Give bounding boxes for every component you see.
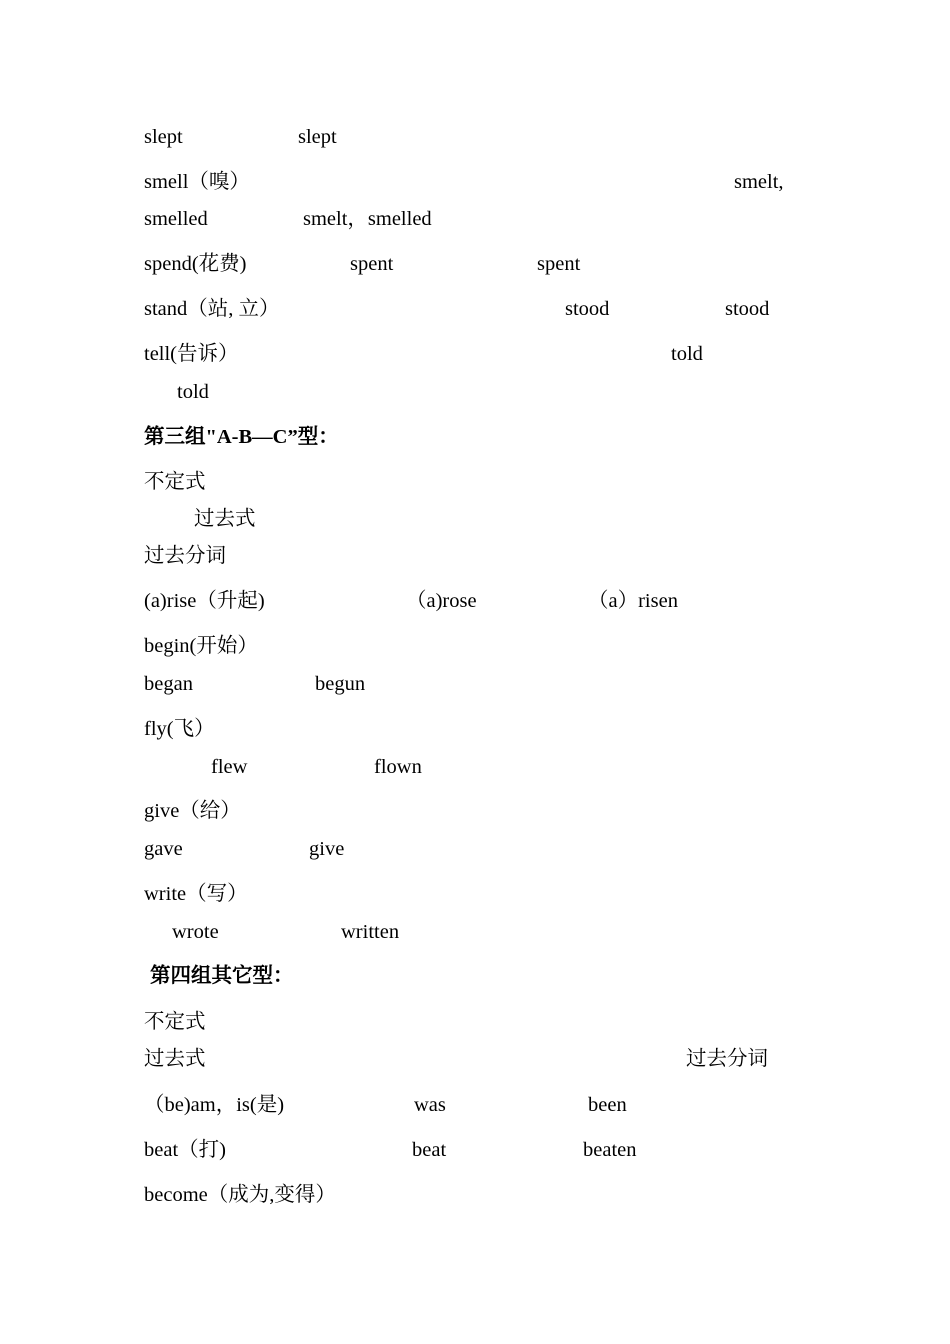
verb-entry: give（给）: [144, 800, 241, 822]
verb-entry: beaten: [583, 1139, 637, 1161]
column-header: 过去分词: [686, 1048, 768, 1070]
verb-entry: fly(飞）: [144, 718, 215, 740]
verb-entry: gave: [144, 838, 183, 860]
verb-entry: give: [309, 838, 345, 860]
verb-entry: smelled: [144, 208, 208, 230]
verb-entry: told: [671, 343, 703, 365]
verb-entry: flown: [374, 756, 422, 778]
verb-entry: become（成为,变得）: [144, 1184, 336, 1206]
section-heading-group-three: 第三组"A-B—C”型：: [144, 426, 339, 448]
verb-entry: tell(告诉）: [144, 343, 239, 365]
verb-entry: (a)rise（升起): [144, 590, 265, 612]
verb-entry: told: [177, 381, 209, 403]
verb-entry: smelt,: [734, 171, 784, 193]
verb-entry: （be)am，is(是): [144, 1094, 285, 1116]
verb-entry: smelt，smelled: [303, 208, 432, 230]
verb-entry: smell（嗅）: [144, 171, 250, 193]
column-header: 不定式: [144, 471, 206, 493]
verb-entry: slept: [298, 126, 337, 148]
column-header: 过去分词: [144, 545, 226, 567]
column-header: 过去式: [144, 1048, 206, 1070]
verb-entry: beat: [412, 1139, 447, 1161]
verb-entry: spent: [537, 253, 581, 275]
column-header: 不定式: [144, 1011, 206, 1033]
verb-entry: write（写）: [144, 883, 248, 905]
verb-entry: stood: [565, 298, 610, 320]
verb-entry: stand（站, 立）: [144, 298, 280, 320]
verb-entry: （a)rose: [406, 590, 477, 612]
verb-entry: slept: [144, 126, 183, 148]
verb-entry: beat（打): [144, 1139, 226, 1161]
verb-entry: began: [144, 673, 193, 695]
verb-entry: been: [588, 1094, 627, 1116]
column-header: 过去式: [194, 508, 256, 530]
verb-entry: spent: [350, 253, 394, 275]
verb-entry: （a）risen: [588, 590, 678, 612]
verb-entry: written: [341, 921, 400, 943]
verb-entry: begin(开始）: [144, 635, 258, 657]
verb-entry: spend(花费): [144, 253, 247, 275]
verb-entry: begun: [315, 673, 366, 695]
verb-entry: was: [414, 1094, 446, 1116]
verb-entry: stood: [725, 298, 770, 320]
section-heading-group-four: 第四组其它型：: [150, 965, 294, 987]
verb-entry: flew: [211, 756, 248, 778]
verb-entry: wrote: [172, 921, 219, 943]
